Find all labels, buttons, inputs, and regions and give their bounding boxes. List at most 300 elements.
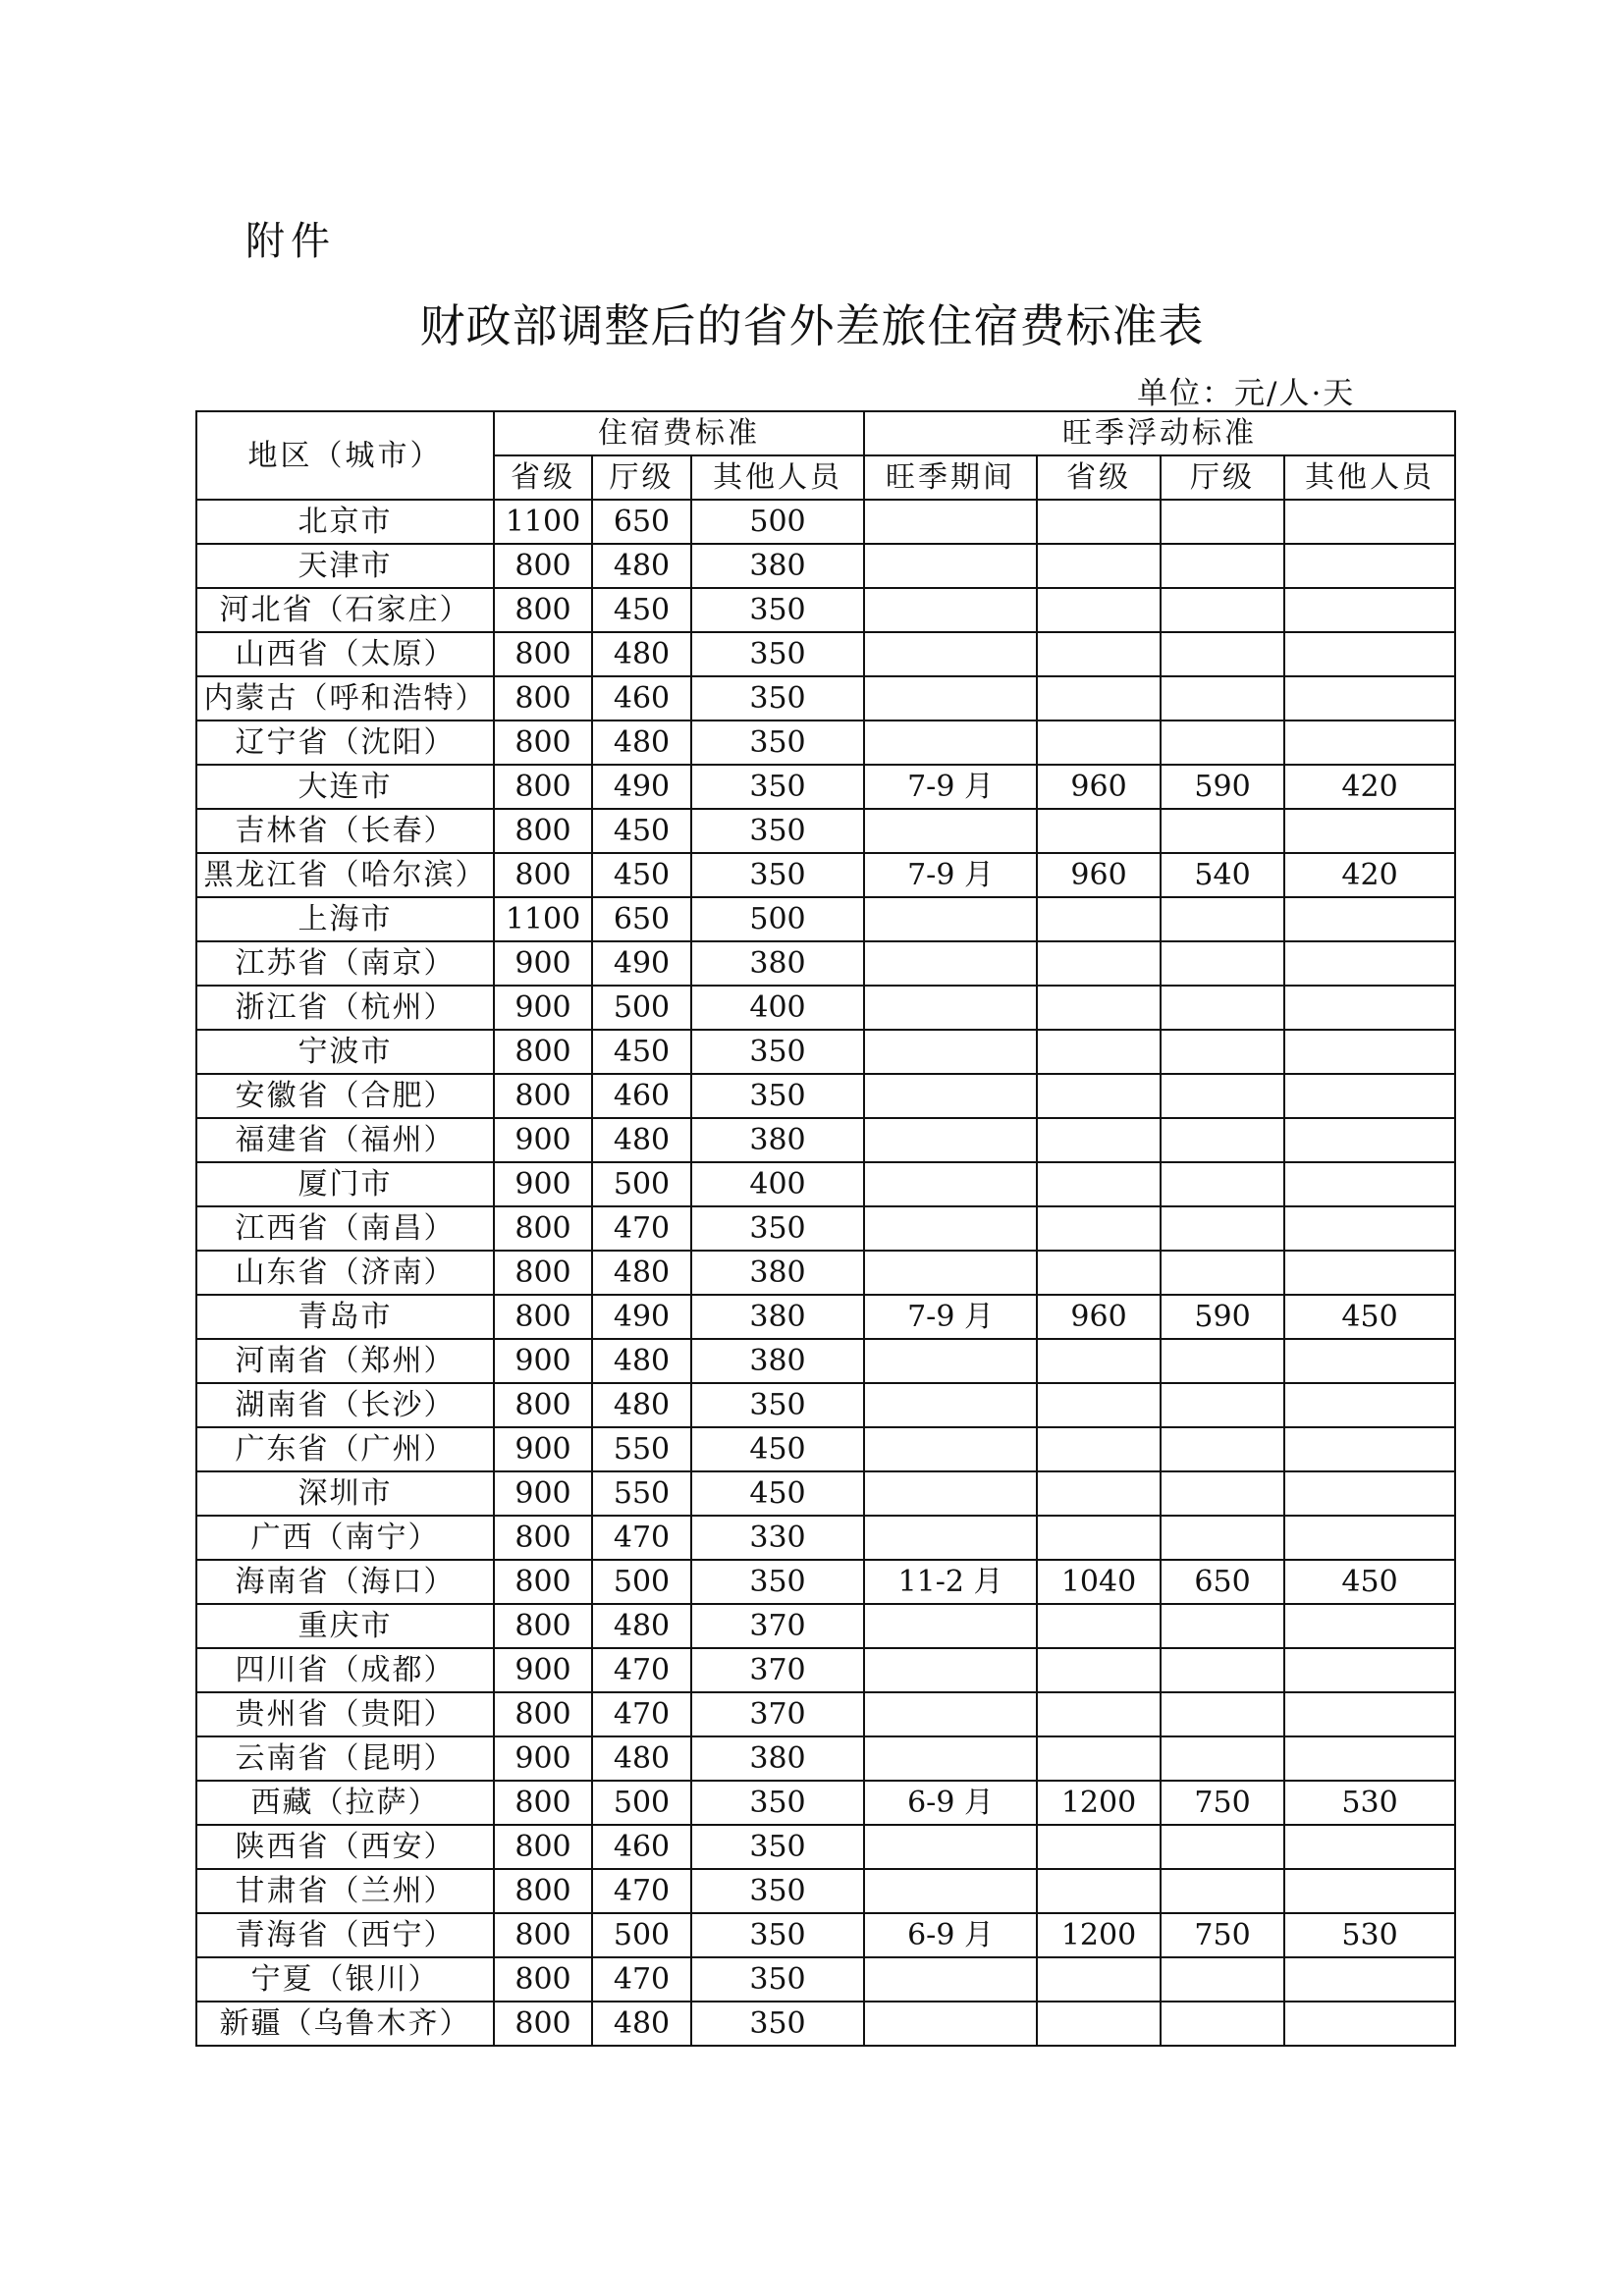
table-body — [196, 500, 1455, 2046]
peak-bureau-cell — [1161, 1339, 1284, 1383]
lodging-standard-table — [195, 410, 1456, 2047]
bureau-cell: 460 — [592, 1074, 691, 1118]
others-cell: 350 — [691, 1206, 864, 1251]
peak-bureau-cell: 540 — [1161, 853, 1284, 897]
peak-period-cell — [864, 1118, 1037, 1162]
provincial-cell: 1100 — [494, 897, 592, 941]
bureau-cell: 480 — [592, 1339, 691, 1383]
table-row — [196, 1251, 1455, 1295]
region-cell: 宁夏（银川） — [196, 1957, 494, 2002]
peak-provincial-cell: 960 — [1037, 765, 1161, 809]
peak-period-cell — [864, 1957, 1037, 2002]
region-cell: 上海市 — [196, 897, 494, 941]
peak-provincial-cell — [1037, 1692, 1161, 1736]
peak-period-cell — [864, 1471, 1037, 1516]
region-cell: 山西省（太原） — [196, 632, 494, 676]
region-cell: 深圳市 — [196, 1471, 494, 1516]
header-provincial: 省级 — [494, 455, 592, 500]
others-cell: 370 — [691, 1648, 864, 1692]
others-cell: 350 — [691, 1781, 864, 1825]
bureau-cell: 470 — [592, 1957, 691, 2002]
others-cell: 380 — [691, 1118, 864, 1162]
peak-provincial-cell — [1037, 1604, 1161, 1648]
region-cell: 江苏省（南京） — [196, 941, 494, 986]
bureau-cell: 480 — [592, 1736, 691, 1781]
bureau-cell: 480 — [592, 544, 691, 588]
bureau-cell: 500 — [592, 1162, 691, 1206]
peak-period-cell — [864, 1604, 1037, 1648]
peak-others-cell — [1284, 1030, 1455, 1074]
peak-provincial-cell — [1037, 500, 1161, 544]
provincial-cell: 900 — [494, 986, 592, 1030]
table-row — [196, 1604, 1455, 1648]
peak-others-cell — [1284, 941, 1455, 986]
peak-others-cell — [1284, 1118, 1455, 1162]
peak-bureau-cell — [1161, 1825, 1284, 1869]
others-cell: 350 — [691, 588, 864, 632]
bureau-cell: 450 — [592, 853, 691, 897]
table-row — [196, 1869, 1455, 1913]
provincial-cell: 800 — [494, 588, 592, 632]
peak-bureau-cell — [1161, 1162, 1284, 1206]
table-row — [196, 1516, 1455, 1560]
peak-others-cell: 420 — [1284, 765, 1455, 809]
provincial-cell: 900 — [494, 1648, 592, 1692]
region-cell: 河南省（郑州） — [196, 1339, 494, 1383]
peak-bureau-cell — [1161, 1516, 1284, 1560]
bureau-cell: 490 — [592, 941, 691, 986]
peak-bureau-cell — [1161, 1074, 1284, 1118]
region-cell: 厦门市 — [196, 1162, 494, 1206]
bureau-cell: 470 — [592, 1692, 691, 1736]
peak-period-cell — [864, 1825, 1037, 1869]
peak-bureau-cell: 650 — [1161, 1560, 1284, 1604]
others-cell: 350 — [691, 676, 864, 721]
peak-provincial-cell — [1037, 1251, 1161, 1295]
peak-provincial-cell — [1037, 809, 1161, 853]
table-row — [196, 1030, 1455, 1074]
bureau-cell: 480 — [592, 1604, 691, 1648]
table-row — [196, 1648, 1455, 1692]
peak-bureau-cell — [1161, 1383, 1284, 1427]
peak-provincial-cell — [1037, 1427, 1161, 1471]
peak-bureau-cell — [1161, 1869, 1284, 1913]
peak-others-cell — [1284, 676, 1455, 721]
table-row — [196, 632, 1455, 676]
peak-period-cell — [864, 1339, 1037, 1383]
provincial-cell: 800 — [494, 1913, 592, 1957]
table-row — [196, 1118, 1455, 1162]
peak-others-cell — [1284, 2002, 1455, 2046]
table-row — [196, 1206, 1455, 1251]
others-cell: 350 — [691, 765, 864, 809]
table-row — [196, 897, 1455, 941]
peak-provincial-cell: 1200 — [1037, 1781, 1161, 1825]
peak-provincial-cell — [1037, 1030, 1161, 1074]
bureau-cell: 490 — [592, 1295, 691, 1339]
provincial-cell: 800 — [494, 1560, 592, 1604]
peak-provincial-cell — [1037, 1736, 1161, 1781]
table-row — [196, 1957, 1455, 2002]
peak-others-cell — [1284, 1339, 1455, 1383]
peak-provincial-cell — [1037, 721, 1161, 765]
provincial-cell: 800 — [494, 1516, 592, 1560]
table-row — [196, 1427, 1455, 1471]
peak-period-cell: 6-9 月 — [864, 1781, 1037, 1825]
provincial-cell: 900 — [494, 941, 592, 986]
peak-provincial-cell — [1037, 1869, 1161, 1913]
provincial-cell: 800 — [494, 1251, 592, 1295]
peak-bureau-cell — [1161, 1251, 1284, 1295]
peak-bureau-cell — [1161, 986, 1284, 1030]
region-cell: 吉林省（长春） — [196, 809, 494, 853]
others-cell: 350 — [691, 632, 864, 676]
others-cell: 400 — [691, 1162, 864, 1206]
bureau-cell: 500 — [592, 1913, 691, 1957]
peak-period-cell — [864, 897, 1037, 941]
peak-others-cell: 450 — [1284, 1560, 1455, 1604]
region-cell: 西藏（拉萨） — [196, 1781, 494, 1825]
peak-bureau-cell — [1161, 897, 1284, 941]
header-others: 其他人员 — [691, 455, 864, 500]
peak-period-cell — [864, 500, 1037, 544]
table-row — [196, 1339, 1455, 1383]
provincial-cell: 800 — [494, 1604, 592, 1648]
others-cell: 350 — [691, 1074, 864, 1118]
peak-others-cell — [1284, 1825, 1455, 1869]
provincial-cell: 800 — [494, 765, 592, 809]
others-cell: 350 — [691, 1913, 864, 1957]
region-cell: 陕西省（西安） — [196, 1825, 494, 1869]
others-cell: 350 — [691, 853, 864, 897]
provincial-cell: 800 — [494, 1781, 592, 1825]
region-cell: 广东省（广州） — [196, 1427, 494, 1471]
peak-others-cell: 420 — [1284, 853, 1455, 897]
others-cell: 350 — [691, 1560, 864, 1604]
peak-bureau-cell — [1161, 1692, 1284, 1736]
bureau-cell: 470 — [592, 1516, 691, 1560]
peak-provincial-cell — [1037, 941, 1161, 986]
region-cell: 天津市 — [196, 544, 494, 588]
bureau-cell: 480 — [592, 721, 691, 765]
peak-others-cell — [1284, 1471, 1455, 1516]
table-row — [196, 1825, 1455, 1869]
region-cell: 山东省（济南） — [196, 1251, 494, 1295]
region-cell: 青岛市 — [196, 1295, 494, 1339]
provincial-cell: 800 — [494, 1030, 592, 1074]
peak-period-cell — [864, 1692, 1037, 1736]
region-cell: 云南省（昆明） — [196, 1736, 494, 1781]
peak-bureau-cell — [1161, 1471, 1284, 1516]
provincial-cell: 800 — [494, 544, 592, 588]
header-peak-bureau: 厅级 — [1161, 455, 1284, 500]
peak-period-cell — [864, 1869, 1037, 1913]
peak-period-cell — [864, 1736, 1037, 1781]
provincial-cell: 800 — [494, 1383, 592, 1427]
region-cell: 北京市 — [196, 500, 494, 544]
peak-period-cell — [864, 1206, 1037, 1251]
peak-bureau-cell: 590 — [1161, 1295, 1284, 1339]
peak-provincial-cell — [1037, 1648, 1161, 1692]
peak-provincial-cell: 1040 — [1037, 1560, 1161, 1604]
peak-others-cell: 530 — [1284, 1781, 1455, 1825]
others-cell: 400 — [691, 986, 864, 1030]
table-row — [196, 588, 1455, 632]
others-cell: 500 — [691, 897, 864, 941]
others-cell: 370 — [691, 1692, 864, 1736]
region-cell: 湖南省（长沙） — [196, 1383, 494, 1427]
table-row — [196, 676, 1455, 721]
peak-bureau-cell — [1161, 500, 1284, 544]
region-cell: 浙江省（杭州） — [196, 986, 494, 1030]
peak-period-cell — [864, 1516, 1037, 1560]
bureau-cell: 550 — [592, 1471, 691, 1516]
table-row — [196, 1383, 1455, 1427]
peak-others-cell — [1284, 544, 1455, 588]
peak-period-cell — [864, 1648, 1037, 1692]
table-row — [196, 721, 1455, 765]
peak-period-cell — [864, 1427, 1037, 1471]
provincial-cell: 900 — [494, 1736, 592, 1781]
peak-period-cell: 7-9 月 — [864, 765, 1037, 809]
peak-period-cell — [864, 2002, 1037, 2046]
table-row — [196, 1471, 1455, 1516]
peak-bureau-cell — [1161, 809, 1284, 853]
header-peak-others: 其他人员 — [1284, 455, 1455, 500]
peak-bureau-cell — [1161, 721, 1284, 765]
peak-provincial-cell — [1037, 1383, 1161, 1427]
region-cell: 海南省（海口） — [196, 1560, 494, 1604]
peak-period-cell — [864, 941, 1037, 986]
peak-period-cell: 11-2 月 — [864, 1560, 1037, 1604]
provincial-cell: 800 — [494, 1074, 592, 1118]
peak-provincial-cell — [1037, 897, 1161, 941]
peak-period-cell — [864, 544, 1037, 588]
peak-others-cell — [1284, 1074, 1455, 1118]
peak-others-cell — [1284, 1162, 1455, 1206]
peak-period-cell — [864, 1030, 1037, 1074]
peak-provincial-cell — [1037, 2002, 1161, 2046]
table-row — [196, 544, 1455, 588]
provincial-cell: 900 — [494, 1427, 592, 1471]
others-cell: 380 — [691, 1339, 864, 1383]
peak-bureau-cell: 590 — [1161, 765, 1284, 809]
peak-provincial-cell: 960 — [1037, 1295, 1161, 1339]
peak-period-cell — [864, 1251, 1037, 1295]
table-row — [196, 1074, 1455, 1118]
peak-bureau-cell — [1161, 676, 1284, 721]
bureau-cell: 490 — [592, 765, 691, 809]
peak-provincial-cell — [1037, 1516, 1161, 1560]
peak-bureau-cell — [1161, 941, 1284, 986]
peak-period-cell — [864, 632, 1037, 676]
provincial-cell: 800 — [494, 1957, 592, 2002]
bureau-cell: 450 — [592, 809, 691, 853]
region-cell: 大连市 — [196, 765, 494, 809]
region-cell: 福建省（福州） — [196, 1118, 494, 1162]
header-bureau: 厅级 — [592, 455, 691, 500]
provincial-cell: 800 — [494, 1206, 592, 1251]
peak-provincial-cell — [1037, 676, 1161, 721]
peak-period-cell — [864, 588, 1037, 632]
peak-provincial-cell — [1037, 1339, 1161, 1383]
peak-others-cell — [1284, 1869, 1455, 1913]
region-cell: 辽宁省（沈阳） — [196, 721, 494, 765]
peak-period-cell: 6-9 月 — [864, 1913, 1037, 1957]
peak-provincial-cell — [1037, 1206, 1161, 1251]
bureau-cell: 650 — [592, 897, 691, 941]
provincial-cell: 900 — [494, 1339, 592, 1383]
peak-bureau-cell: 750 — [1161, 1913, 1284, 1957]
peak-others-cell — [1284, 1383, 1455, 1427]
others-cell: 350 — [691, 1869, 864, 1913]
peak-others-cell — [1284, 1736, 1455, 1781]
peak-others-cell — [1284, 588, 1455, 632]
peak-bureau-cell — [1161, 1030, 1284, 1074]
bureau-cell: 450 — [592, 1030, 691, 1074]
header-lodging-group: 住宿费标准 — [494, 411, 864, 455]
peak-others-cell — [1284, 1692, 1455, 1736]
others-cell: 380 — [691, 1251, 864, 1295]
bureau-cell: 480 — [592, 1251, 691, 1295]
others-cell: 350 — [691, 2002, 864, 2046]
bureau-cell: 500 — [592, 1781, 691, 1825]
bureau-cell: 480 — [592, 1118, 691, 1162]
peak-provincial-cell: 1200 — [1037, 1913, 1161, 1957]
region-cell: 甘肃省（兰州） — [196, 1869, 494, 1913]
others-cell: 450 — [691, 1471, 864, 1516]
peak-others-cell: 530 — [1284, 1913, 1455, 1957]
peak-others-cell — [1284, 809, 1455, 853]
others-cell: 450 — [691, 1427, 864, 1471]
table-row — [196, 1162, 1455, 1206]
peak-provincial-cell — [1037, 588, 1161, 632]
peak-provincial-cell: 960 — [1037, 853, 1161, 897]
others-cell: 380 — [691, 544, 864, 588]
bureau-cell: 500 — [592, 986, 691, 1030]
peak-bureau-cell — [1161, 1648, 1284, 1692]
table-row — [196, 941, 1455, 986]
peak-provincial-cell — [1037, 1162, 1161, 1206]
provincial-cell: 800 — [494, 1825, 592, 1869]
peak-others-cell — [1284, 1648, 1455, 1692]
table-row — [196, 765, 1455, 809]
peak-others-cell — [1284, 1251, 1455, 1295]
table-row — [196, 1781, 1455, 1825]
peak-provincial-cell — [1037, 544, 1161, 588]
peak-others-cell — [1284, 1427, 1455, 1471]
bureau-cell: 450 — [592, 588, 691, 632]
unit-note: 单位：元/人·天 — [1137, 376, 1356, 411]
bureau-cell: 470 — [592, 1869, 691, 1913]
region-cell: 重庆市 — [196, 1604, 494, 1648]
peak-bureau-cell — [1161, 1118, 1284, 1162]
provincial-cell: 900 — [494, 1118, 592, 1162]
table-row — [196, 853, 1455, 897]
table-row — [196, 2002, 1455, 2046]
region-cell: 黑龙江省（哈尔滨） — [196, 853, 494, 897]
others-cell: 350 — [691, 1957, 864, 2002]
peak-bureau-cell — [1161, 1604, 1284, 1648]
others-cell: 500 — [691, 500, 864, 544]
peak-others-cell — [1284, 897, 1455, 941]
peak-period-cell — [864, 1162, 1037, 1206]
header-peak-group: 旺季浮动标准 — [864, 411, 1455, 455]
peak-provincial-cell — [1037, 1118, 1161, 1162]
table-header — [196, 411, 1455, 500]
provincial-cell: 800 — [494, 1692, 592, 1736]
peak-provincial-cell — [1037, 632, 1161, 676]
peak-period-cell — [864, 676, 1037, 721]
provincial-cell: 900 — [494, 1471, 592, 1516]
provincial-cell: 800 — [494, 853, 592, 897]
table-row — [196, 1692, 1455, 1736]
peak-period-cell — [864, 1383, 1037, 1427]
header-peak-period: 旺季期间 — [864, 455, 1037, 500]
peak-others-cell — [1284, 1957, 1455, 2002]
peak-others-cell: 450 — [1284, 1295, 1455, 1339]
bureau-cell: 480 — [592, 2002, 691, 2046]
bureau-cell: 650 — [592, 500, 691, 544]
peak-provincial-cell — [1037, 1074, 1161, 1118]
others-cell: 350 — [691, 1383, 864, 1427]
table-row — [196, 500, 1455, 544]
bureau-cell: 480 — [592, 1383, 691, 1427]
peak-bureau-cell — [1161, 1427, 1284, 1471]
region-cell: 贵州省（贵阳） — [196, 1692, 494, 1736]
table-row — [196, 809, 1455, 853]
peak-period-cell — [864, 986, 1037, 1030]
peak-others-cell — [1284, 1516, 1455, 1560]
others-cell: 330 — [691, 1516, 864, 1560]
peak-others-cell — [1284, 986, 1455, 1030]
peak-bureau-cell: 750 — [1161, 1781, 1284, 1825]
peak-bureau-cell — [1161, 2002, 1284, 2046]
peak-provincial-cell — [1037, 1825, 1161, 1869]
peak-period-cell: 7-9 月 — [864, 853, 1037, 897]
region-cell: 四川省（成都） — [196, 1648, 494, 1692]
region-cell: 广西（南宁） — [196, 1516, 494, 1560]
bureau-cell: 460 — [592, 676, 691, 721]
provincial-cell: 800 — [494, 1869, 592, 1913]
others-cell: 380 — [691, 941, 864, 986]
region-cell: 宁波市 — [196, 1030, 494, 1074]
bureau-cell: 500 — [592, 1560, 691, 1604]
others-cell: 350 — [691, 1825, 864, 1869]
header-region: 地区（城市） — [196, 411, 494, 500]
provincial-cell: 1100 — [494, 500, 592, 544]
provincial-cell: 800 — [494, 1295, 592, 1339]
peak-others-cell — [1284, 500, 1455, 544]
peak-bureau-cell — [1161, 1736, 1284, 1781]
peak-others-cell — [1284, 632, 1455, 676]
bureau-cell: 460 — [592, 1825, 691, 1869]
table-row — [196, 986, 1455, 1030]
provincial-cell: 800 — [494, 676, 592, 721]
table-row — [196, 1560, 1455, 1604]
provincial-cell: 900 — [494, 1162, 592, 1206]
others-cell: 350 — [691, 809, 864, 853]
region-cell: 内蒙古（呼和浩特） — [196, 676, 494, 721]
peak-bureau-cell — [1161, 1957, 1284, 2002]
header-peak-provincial: 省级 — [1037, 455, 1161, 500]
bureau-cell: 470 — [592, 1206, 691, 1251]
provincial-cell: 800 — [494, 632, 592, 676]
peak-period-cell — [864, 721, 1037, 765]
document-title: 财政部调整后的省外差旅住宿费标准表 — [419, 299, 1205, 352]
others-cell: 350 — [691, 1030, 864, 1074]
others-cell: 350 — [691, 721, 864, 765]
